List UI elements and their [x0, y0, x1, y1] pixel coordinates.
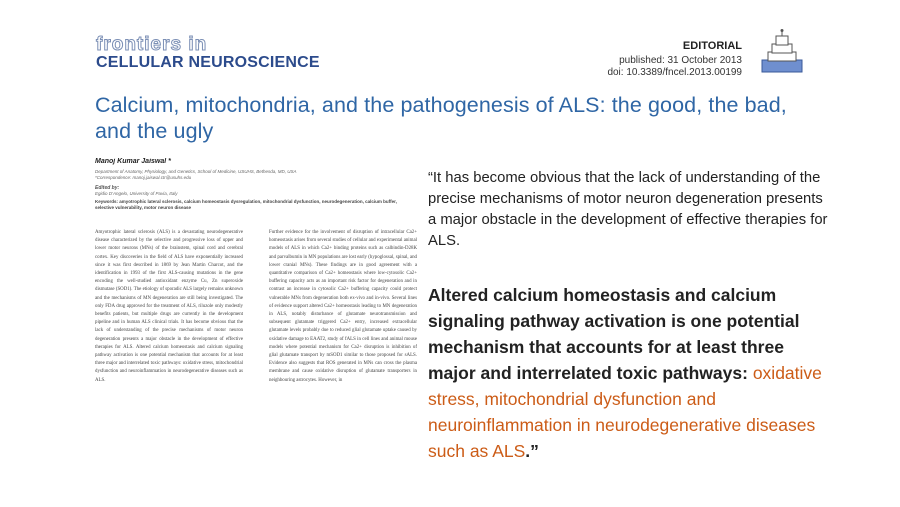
- journal-name-line2: CELLULAR NEUROSCIENCE: [96, 54, 320, 71]
- paper-correspondence: *Correspondence: manoj.jaiswal.ctr@usuhs.edu: [95, 175, 192, 180]
- journal-name-line1: frontiers in: [96, 34, 208, 55]
- claim-text: [428, 282, 828, 464]
- paper-author: Manoj Kumar Jaiswal *: [95, 158, 171, 165]
- paper-body-columns: [95, 229, 417, 385]
- paper-affiliation: Department of Anatomy, Physiology, and Genetics, School of Medicine, USUHS, Bethesda, MD, USA: [95, 169, 297, 174]
- quote-text: “It has become obvious that the lack of understanding of the precise mechanisms of motor neuron degeneration presents a major obstacle in the development of effective therapies for ALS.: [428, 170, 828, 249]
- claim-end: .”: [525, 441, 539, 461]
- article-type: EDITORIAL: [682, 40, 742, 52]
- article-title: Calcium, mitochondria, and the pathogenesis of ALS: the good, the bad, and the ugly: [95, 93, 787, 143]
- published-date: published: 31 October 2013: [619, 55, 742, 66]
- claim-bold: Altered calcium homeostasis and calcium signaling pathway activation is one potential mechanism that accounts for at least three major and interrelated toxic pathways: [428, 285, 800, 383]
- paper-excerpt: [95, 158, 417, 416]
- paper-body-column-1: Amyotrophic lateral sclerosis (ALS) is a devastating neurodegenerative disease characterized by the selective and progressive loss of upper and lower motor neurons (MNs) of the brainstem, spinal cord and cerebral cortex. Key discoveries in the field of ALS have exponentially increased since it was first described in 1869 by Jean Martin Charcot, and the identification in 1993 of the first ALS-causing mutations in the gene encoding the well-studied antioxidant enzyme Cu, Zn superoxide dismutase (SOD1). The etiology of sporadic ALS largely remains unknown and the mechanisms of MN degeneration are still being investigated. The only FDA drug approved for the treatment of ALS, riluzole only modestly benefits patients, but multiple drugs are currently in the development pipeline and in human ALS clinical trials. It has become obvious that the lack of understanding of the precise mechanisms of motor neuron degeneration presents a major obstacle in the development of effective therapies for ALS. Altered calcium homeostasis and calcium signaling pathway activation is one potential mechanism that accounts for at least three major and interrelated toxic pathways: oxidative stress, mitochondrial dysfunction and neuroinflammation in neurodegenerative diseases such as ALS.: [95, 230, 243, 383]
- journal-logo-icon: [756, 28, 808, 78]
- doi: doi: 10.3389/fncel.2013.00199: [607, 67, 742, 78]
- paper-edited-by-label: Edited by:: [95, 185, 120, 191]
- paper-keywords: Keywords: amyotrophic lateral sclerosis, calcium homeostasis dysregulation, mitochondrial dysfunction, neurodegeneration, calcium buffer, selective vulnerability, motor neuron disease: [95, 199, 397, 210]
- paper-body-column-2: Further evidence for the involvement of disruption of intracellular Ca2+ homeostasis arises from several studies of cellular and experimental animal models of ALS in which Ca2+ binding proteins such as calbindin-D28K and parvalbumin in MN populations are lost early (hypoglossal, spinal, and lower cranial MNs). These findings are in good agreement with a quantitative comparison of Ca2+ homeostasis where low-cytosolic Ca2+ buffering capacity acts as an important risk factor for degeneration and in contrast an increase in cytosolic Ca2+ buffering capacity could protect vulnerable MNs from degeneration both ex-vivo and in-vivo. Several lines of evidence support altered Ca2+ homeostasis leading to MN degeneration in ALS, notably disturbance of glutamate neurotransmission and subsequent glutamate triggered Ca2+ entry, increased extracellular glutamate levels probably due to reduced glial glutamate uptake caused by oxidative damage to EAAT2, study of fALS in cell lines and animal mouse models where potential mechanism for Ca2+ disruption is inhibition of glial glutamate transport by mSOD1 similar to those proposed for sALS. Evidence also suggests that ROS generated in MNs can cross the plasma membrane and cause oxidative disruption of glutamate transporters in neighbouring astrocytes. However, in: [269, 230, 417, 383]
- paper-editor: Egidio D’Angelo, University of Pavia, Italy: [95, 191, 178, 196]
- claim-colon: :: [742, 363, 753, 383]
- claim-highlight: oxidative stress, mitochondrial dysfunction and neuroinflammation in neurodegenerative diseases such as ALS: [428, 363, 822, 461]
